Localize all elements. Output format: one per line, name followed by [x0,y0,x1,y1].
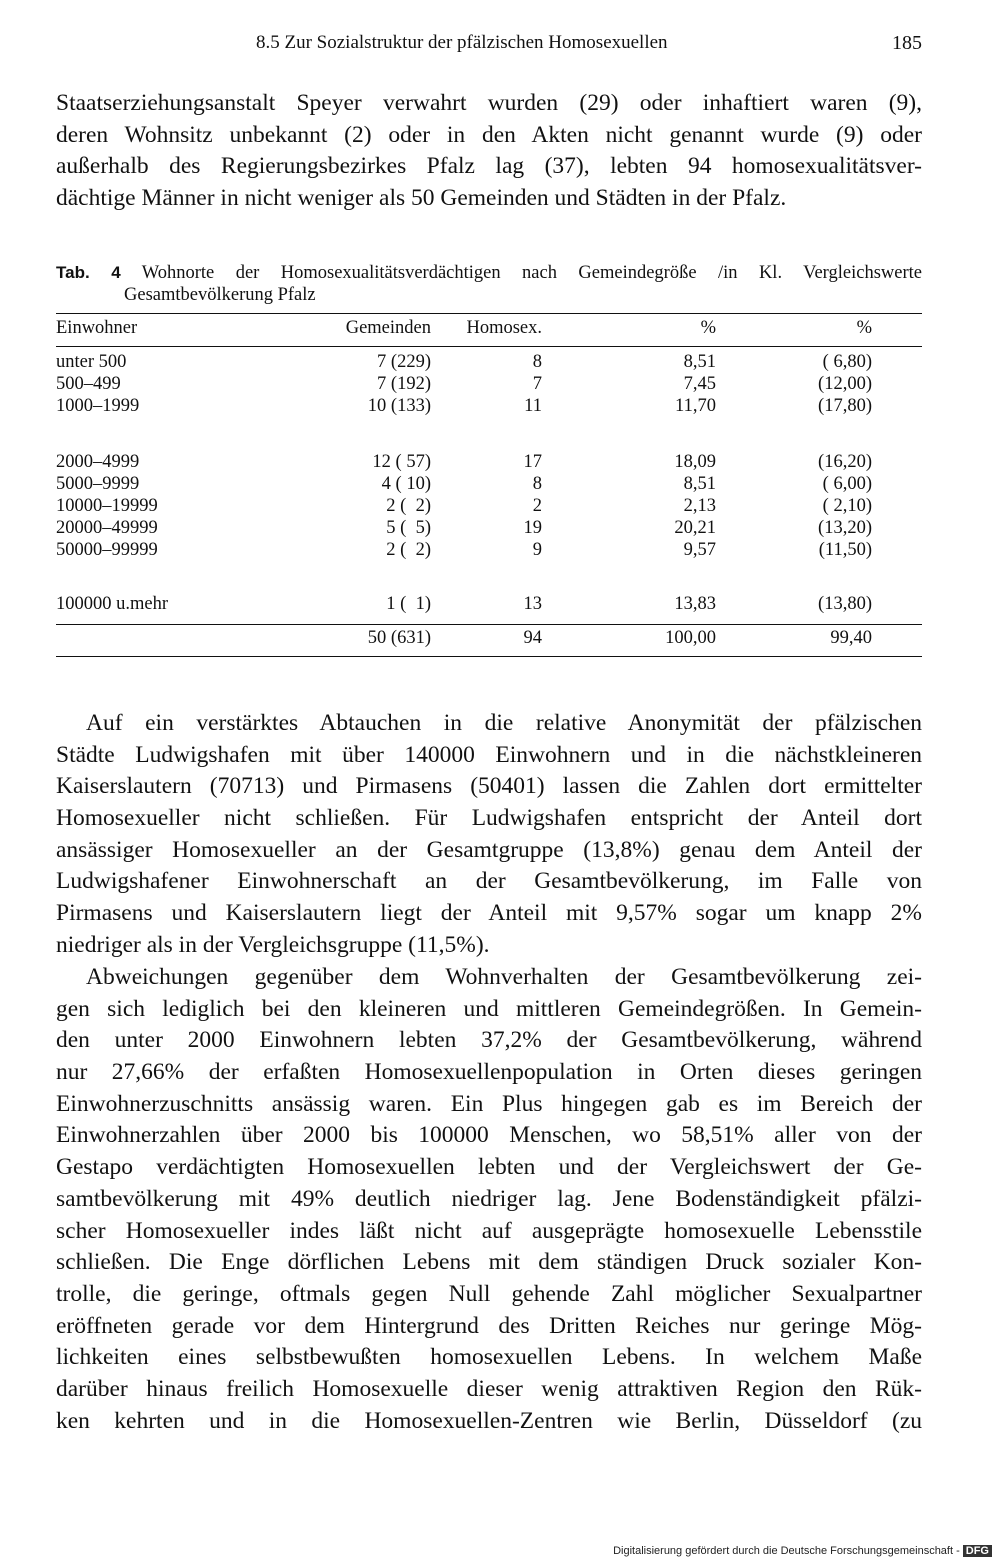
cell: 50000–99999 [56,540,158,560]
cell: 7 (192) [377,374,431,394]
text-line: ansässiger Homosexueller an der Gesamtgruppe (13,8%) genau dem Anteil der [56,836,922,863]
running-title: 8.5 Zur Sozialstruktur der pfälzischen Homosexuellen [256,32,668,53]
table-bottom-rule [56,656,922,657]
col-header: Gemeinden [345,318,431,338]
cell: unter 500 [56,352,127,372]
cell: 12 ( 57) [372,452,431,472]
cell: (16,20) [818,452,872,472]
cell: 8 [532,474,542,494]
table-row [56,496,922,518]
cell: 5 ( 5) [386,518,431,538]
text-line: Staatserziehungsanstalt Speyer verwahrt wurden (29) oder inhaftiert waren (9), [56,90,922,116]
cell: ( 6,80) [822,352,872,372]
cell: (11,50) [818,540,872,560]
table-row [56,518,922,540]
paragraph-2 [56,708,922,962]
cell: 2 [532,496,542,516]
cell: 20,21 [674,518,716,538]
text-line: Einwohnerzuschnitts ansässig waren. Ein Plus hingegen gab es im Bereich der [56,1090,922,1117]
col-header: Einwohner [56,318,138,338]
table-row [56,540,922,562]
text-line: lichkeiten eines selbstbewußten homosexuellen Lebens. In welchem Maße [56,1344,922,1371]
text-line: Städte Ludwigshafen mit über 140000 Einwohnern und in die nächstkleineren [56,741,922,768]
text-line: Auf ein verstärktes Abtauchen in die relative Anonymität der pfälzischen [86,710,922,736]
cell: (17,80) [818,396,872,416]
text-line: nur 27,66% der erfaßten Homosexuellenpopulation in Orten dieses geringen [56,1059,922,1086]
cell: 4 ( 10) [381,474,431,494]
cell: (12,00) [818,374,872,394]
page-number: 185 [892,32,922,54]
table-row [56,352,922,374]
cell: 2 ( 2) [386,540,431,560]
text-line: außerhalb des Regierungsbezirkes Pfalz lag (37), lebten 94 homosexualitätsver- [56,153,922,180]
cell: 20000–49999 [56,518,158,538]
col-header: Homosex. [466,318,542,338]
cell: 7,45 [683,374,716,394]
table-label: Tab. 4 [56,263,121,282]
cell: 2,13 [683,496,716,516]
text-line: Kaiserslautern (70713) und Pirmasens (50401) lassen die Zahlen dort ermittelter [56,773,922,800]
cell: 13 [523,594,542,614]
cell: 7 [532,374,542,394]
text-line: Ludwigshafener Einwohnerschaft an der Gesamtbevölkerung, im Falle von [56,868,922,895]
table-row [56,396,922,418]
cell: 17 [523,452,542,472]
dfg-logo: DFG [963,1545,992,1557]
text-line: dächtige Männer in nicht weniger als 50 Gemeinden und Städten in der Pfalz. [56,185,787,212]
cell: 94 [523,628,542,648]
cell: 13,83 [674,594,716,614]
cell: (13,20) [818,518,872,538]
text-line: Einwohnerzahlen über 2000 bis 100000 Menschen, wo 58,51% aller von der [56,1122,922,1149]
cell: 500–499 [56,374,121,394]
cell: 10000–19999 [56,496,158,516]
cell: 100000 u.mehr [56,594,169,614]
cell: 8,51 [683,352,716,372]
cell: 100,00 [665,628,716,648]
cell: 18,09 [674,452,716,472]
cell: 8,51 [683,474,716,494]
text-line: deren Wohnsitz unbekannt (2) oder in den Akten nicht genannt wurde (9) oder [56,121,922,148]
table-header-row [56,318,922,340]
text-line: darüber hinaus freilich Homosexuelle dieser wenig attraktiven Region den Rük- [56,1375,922,1402]
col-header: % [700,318,716,338]
text-line: Pirmasens und Kaiserslautern liegt der Anteil mit 9,57% sogar um knapp 2% [56,900,922,927]
text-line: trolle, die geringe, oftmals gegen Null gehende Zahl möglicher Sexualpartner [56,1280,922,1307]
table-row [56,374,922,396]
text-line: eröffneten gerade vor dem Hintergrund des Dritten Reiches nur geringe Mög- [56,1312,922,1339]
text-line: ken kehrten und in die Homosexuellen-Zentren wie Berlin, Düsseldorf (zu [56,1407,922,1434]
text-line: gen sich lediglich bei den kleineren und mittleren Gemeindegrößen. In Gemein- [56,995,922,1022]
col-header: % [856,318,872,338]
cell: 11 [524,396,542,416]
paragraph-1 [56,88,922,215]
table-top-rule [56,313,922,314]
cell: 8 [532,352,542,372]
table-row [56,594,922,616]
cell: 99,40 [830,628,872,648]
cell: ( 6,00) [822,474,872,494]
cell: 5000–9999 [56,474,140,494]
text-line: den unter 2000 Einwohnern lebten 37,2% der Gesamtbevölkerung, während [56,1027,922,1054]
text-line: Homosexueller nicht schließen. Für Ludwigshafen entspricht der Anteil dort [56,805,922,832]
text-line: niedriger als in der Vergleichsgruppe (11,5%). [56,931,490,958]
text-line: Abweichungen gegenüber dem Wohnverhalten der Gesamtbevölkerung zei- [86,964,922,990]
text-line: schließen. Die Enge dörflichen Lebens mit dem ständigen Druck sozialer Kon- [56,1249,922,1276]
cell: 9,57 [683,540,716,560]
cell: (13,80) [818,594,872,614]
paragraph-3 [56,962,922,1437]
table-caption [56,262,922,306]
table-row [56,474,922,496]
digitization-footer [613,1545,992,1557]
text-line: samtbevölkerung mit 49% deutlich niedriger lag. Jene Bodenständigkeit pfälzi- [56,1185,922,1212]
table-header-rule [56,346,922,347]
caption-text-cont: Gesamtbevölkerung Pfalz [124,285,316,305]
cell: 19 [523,518,542,538]
cell: 9 [532,540,542,560]
cell: 1000–1999 [56,396,140,416]
text-line: scher Homosexueller indes läßt nicht auf ausgeprägte homosexuelle Lebensstile [56,1217,922,1244]
cell: 1 ( 1) [386,594,431,614]
text-line: Gestapo verdächtigten Homosexuellen lebten und der Vergleichswert der Ge- [56,1154,922,1181]
table-total-row [56,628,922,650]
cell: 2 ( 2) [386,496,431,516]
cell: 10 (133) [367,396,431,416]
cell: ( 2,10) [822,496,872,516]
cell: 50 (631) [367,628,431,648]
table-total-rule [56,624,922,625]
cell: 11,70 [675,396,716,416]
caption-text: Wohnorte der Homosexualitätsverdächtigen nach Gemeindegröße /in Kl. Vergleichswerte [141,263,922,283]
page-header [56,32,922,60]
footer-text: Digitalisierung gefördert durch die Deutsche Forschungsgemeinschaft - [613,1545,960,1557]
cell: 7 (229) [377,352,431,372]
table-row [56,452,922,474]
cell: 2000–4999 [56,452,140,472]
